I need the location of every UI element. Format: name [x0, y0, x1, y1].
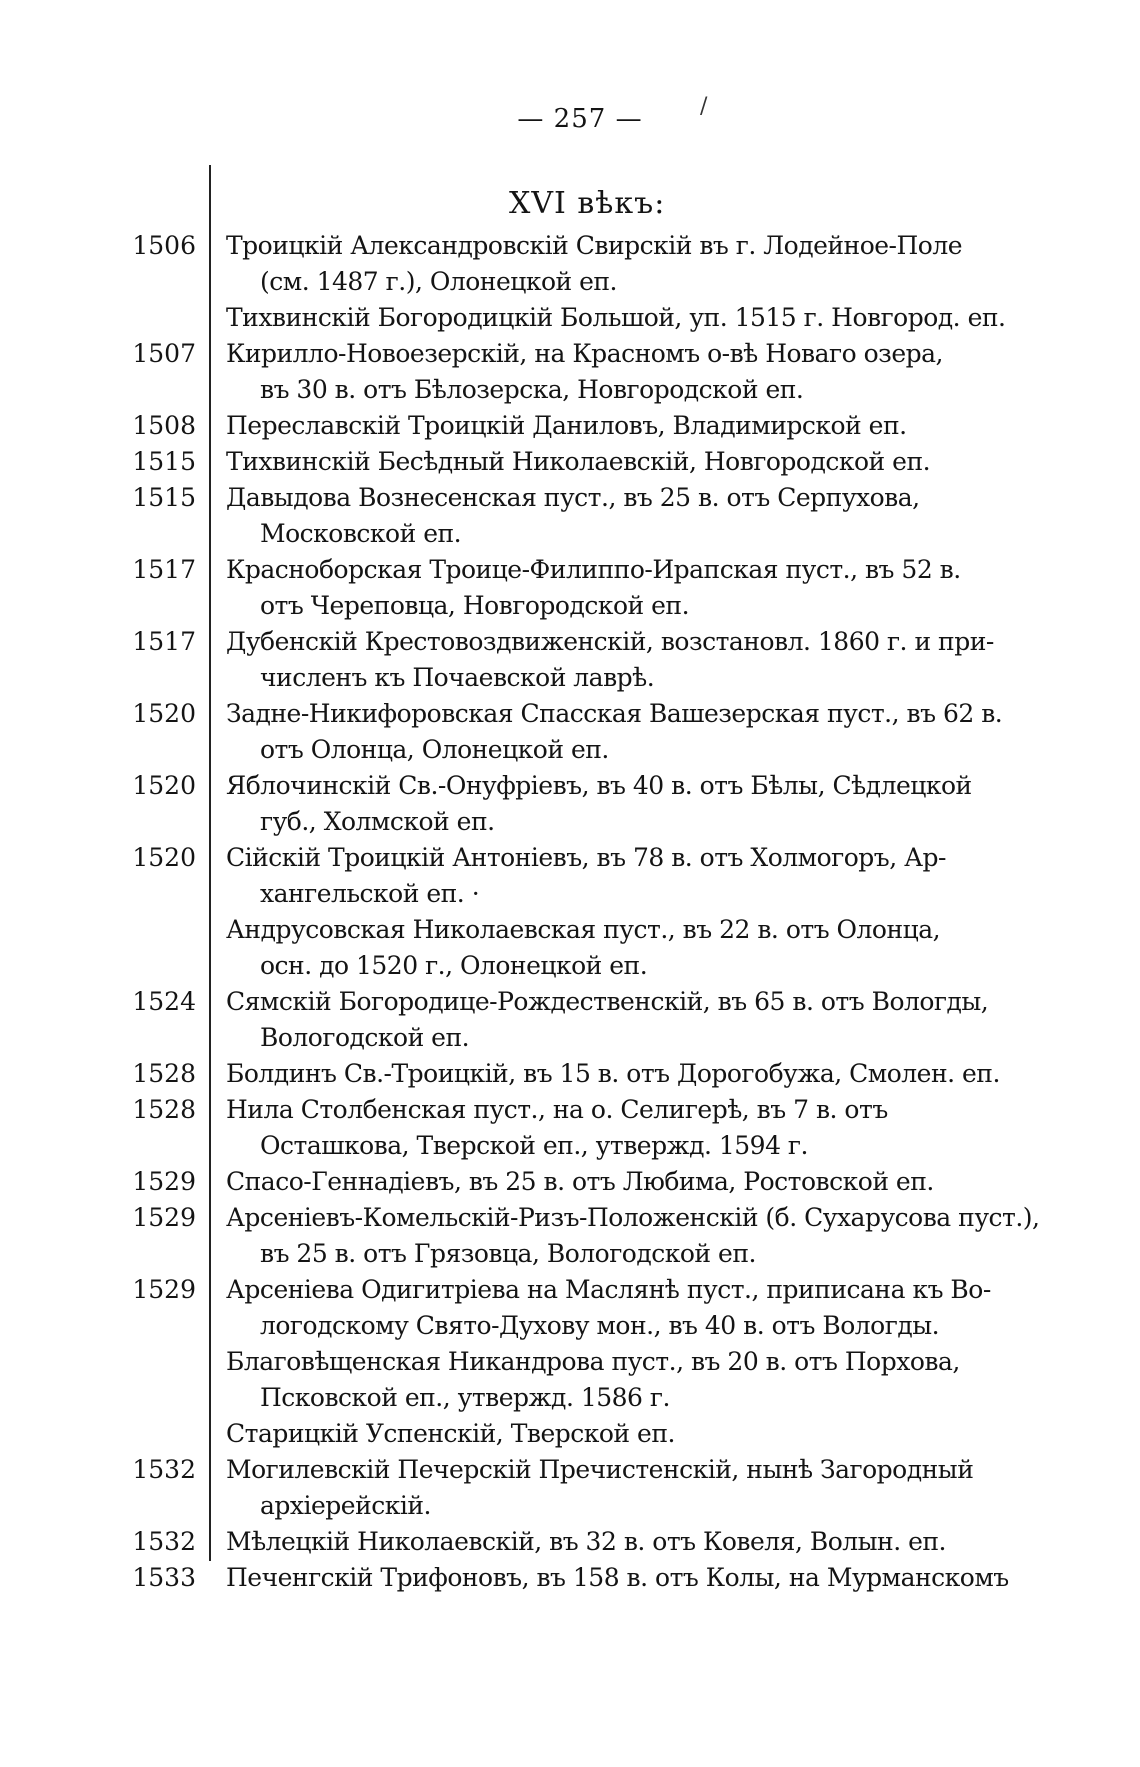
entry-text	[226, 768, 972, 840]
entry-line: Красноборская Троице-Филиппо-Ирапская пуст., въ 52 в.	[226, 555, 961, 584]
entry-line: Болдинъ Св.-Троицкій, въ 15 в. отъ Дорогобужа, Смолен. еп.	[226, 1059, 1000, 1088]
entry-line: Сямскій Богородице-Рождественскій, въ 65 в. отъ Вологды,	[226, 987, 989, 1016]
entry	[0, 1524, 1140, 1560]
entry-year: 1529	[132, 1167, 196, 1196]
entry-line: отъ Олонца, Олонецкой еп.	[260, 735, 609, 764]
entry-line: Печенгскій Трифоновъ, въ 158 в. отъ Колы, на Мурманскомъ	[226, 1563, 1009, 1592]
entry-list	[0, 228, 1140, 1596]
entry-line: Троицкій Александровскій Свирскій въ г. Лодейное-Поле	[226, 231, 963, 260]
entry	[0, 552, 1140, 624]
entry-line: (см. 1487 г.), Олонецкой еп.	[260, 267, 618, 296]
entry-year: 1529	[132, 1203, 196, 1232]
entry-text	[226, 300, 1006, 336]
entry-line: Задне-Никифоровская Спасская Вашезерская пуст., въ 62 в.	[226, 699, 1003, 728]
section-heading: XVI вѣкъ:	[509, 186, 666, 221]
page-number: — 257 —	[517, 104, 643, 134]
entry-year: 1528	[132, 1059, 196, 1088]
entry-text	[226, 1452, 974, 1524]
entry-year: 1520	[132, 771, 196, 800]
entry-year: 1528	[132, 1095, 196, 1124]
entry-text	[226, 552, 961, 624]
entry-year: 1515	[132, 447, 196, 476]
entry-line: въ 25 в. отъ Грязовца, Вологодской еп.	[260, 1239, 756, 1268]
entry-line: въ 30 в. отъ Бѣлозерска, Новгородской еп.	[260, 375, 804, 404]
entry	[0, 336, 1140, 408]
entry-text	[226, 228, 963, 300]
entry-year: 1533	[132, 1563, 196, 1592]
stray-mark: /	[700, 94, 708, 119]
entry-line: Вологодской еп.	[260, 1023, 470, 1052]
entry-line: губ., Холмской еп.	[260, 807, 495, 836]
entry	[0, 228, 1140, 300]
entry	[0, 1200, 1140, 1272]
entry-text	[226, 1200, 1040, 1272]
entry-line: Арсеніева Одигитріева на Маслянѣ пуст., приписана къ Во-	[226, 1275, 991, 1304]
entry-text	[226, 480, 946, 552]
entry-line: Могилевскій Печерскій Пречистенскій, нынѣ Загородный	[226, 1455, 974, 1484]
entry	[0, 300, 1140, 336]
entry-line: архіерейскій.	[260, 1491, 431, 1520]
entry	[0, 768, 1140, 840]
entry	[0, 984, 1140, 1056]
entry	[0, 1416, 1140, 1452]
entry-year: 1520	[132, 843, 196, 872]
entry-line: Осташкова, Тверской еп., утвержд. 1594 г.	[260, 1131, 808, 1160]
entry-year: 1524	[132, 987, 196, 1016]
entry	[0, 1560, 1140, 1596]
entry-text	[226, 624, 994, 696]
entry-text	[226, 1092, 946, 1164]
entry-text	[226, 1560, 1009, 1596]
entry-text	[226, 840, 946, 912]
entry	[0, 696, 1140, 768]
entry-line: хангельской еп. ·	[260, 879, 480, 908]
entry-text	[226, 984, 989, 1056]
entry	[0, 1164, 1140, 1200]
entry	[0, 1344, 1140, 1416]
entry	[0, 408, 1140, 444]
entry-text	[226, 1164, 946, 1200]
entry	[0, 912, 1140, 984]
entry-year: 1520	[132, 699, 196, 728]
entry-line: логодскому Свято-Духову мон., въ 40 в. отъ Вологды.	[260, 1311, 940, 1340]
entry-line: Спасо-Геннадіевъ, въ 25 в. отъ Любима, Ростовской еп.	[226, 1167, 934, 1196]
entry-line: Тихвинскій Бесѣдный Николаевскій, Новгородской еп.	[226, 447, 931, 476]
entry-line: численъ къ Почаевской лаврѣ.	[260, 663, 655, 692]
entry-line: Переславскій Троицкій Даниловъ, Владимирской еп.	[226, 411, 907, 440]
entry-text	[226, 1416, 946, 1452]
entry-line: Давыдова Вознесенская пуст., въ 25 в. отъ Серпухова,	[226, 483, 920, 512]
entry-line: Арсеніевъ-Комельскій-Ризъ-Положенскій (б. Сухарусова пуст.),	[226, 1203, 1040, 1232]
entry-line: Благовѣщенская Никандрова пуст., въ 20 в. отъ Порхова,	[226, 1347, 960, 1376]
entry-text	[226, 696, 1003, 768]
entry-year: 1508	[132, 411, 196, 440]
entry-year: 1532	[132, 1527, 196, 1556]
entry-text	[226, 336, 946, 408]
entry-year: 1529	[132, 1275, 196, 1304]
entry-text	[226, 1524, 946, 1560]
entry-text	[226, 1056, 1000, 1092]
entry-year: 1506	[132, 231, 196, 260]
entry	[0, 1452, 1140, 1524]
entry	[0, 624, 1140, 696]
entry-line: Мѣлецкій Николаевскій, въ 32 в. отъ Ковеля, Волын. еп.	[226, 1527, 946, 1556]
entry	[0, 444, 1140, 480]
entry-line: Старицкій Успенскій, Тверской еп.	[226, 1419, 675, 1448]
entry-line: Кирилло-Новоезерскій, на Красномъ о-вѣ Новаго озера,	[226, 339, 943, 368]
entry-line: Нила Столбенская пуст., на о. Селигерѣ, въ 7 в. отъ	[226, 1095, 888, 1124]
entry-line: Андрусовская Николаевская пуст., въ 22 в. отъ Олонца,	[226, 915, 941, 944]
entry-year: 1517	[132, 555, 196, 584]
entry-line: Дубенскій Крестовоздвиженскій, возстановл. 1860 г. и при-	[226, 627, 994, 656]
entry	[0, 1056, 1140, 1092]
entry	[0, 1272, 1140, 1344]
entry-line: Сійскій Троицкій Антоніевъ, въ 78 в. отъ Холмогоръ, Ар-	[226, 843, 946, 872]
entry-year: 1507	[132, 339, 196, 368]
entry-line: Яблочинскій Св.-Онуфріевъ, въ 40 в. отъ Бѣлы, Сѣдлецкой	[226, 771, 972, 800]
entry-text	[226, 1344, 960, 1416]
entry-year: 1532	[132, 1455, 196, 1484]
entry-text	[226, 1272, 991, 1344]
entry-line: отъ Череповца, Новгородской еп.	[260, 591, 690, 620]
entry-line: Тихвинскій Богородицкій Большой, уп. 1515 г. Новгород. еп.	[226, 303, 1006, 332]
entry-line: Московской еп.	[260, 519, 462, 548]
entry-line: осн. до 1520 г., Олонецкой еп.	[260, 951, 648, 980]
entry	[0, 480, 1140, 552]
entry	[0, 1092, 1140, 1164]
entry-year: 1515	[132, 483, 196, 512]
entry-text	[226, 444, 946, 480]
entry	[0, 840, 1140, 912]
entry-year: 1517	[132, 627, 196, 656]
entry-text	[226, 408, 946, 444]
entry-line: Псковской еп., утвержд. 1586 г.	[260, 1383, 670, 1412]
entry-text	[226, 912, 946, 984]
